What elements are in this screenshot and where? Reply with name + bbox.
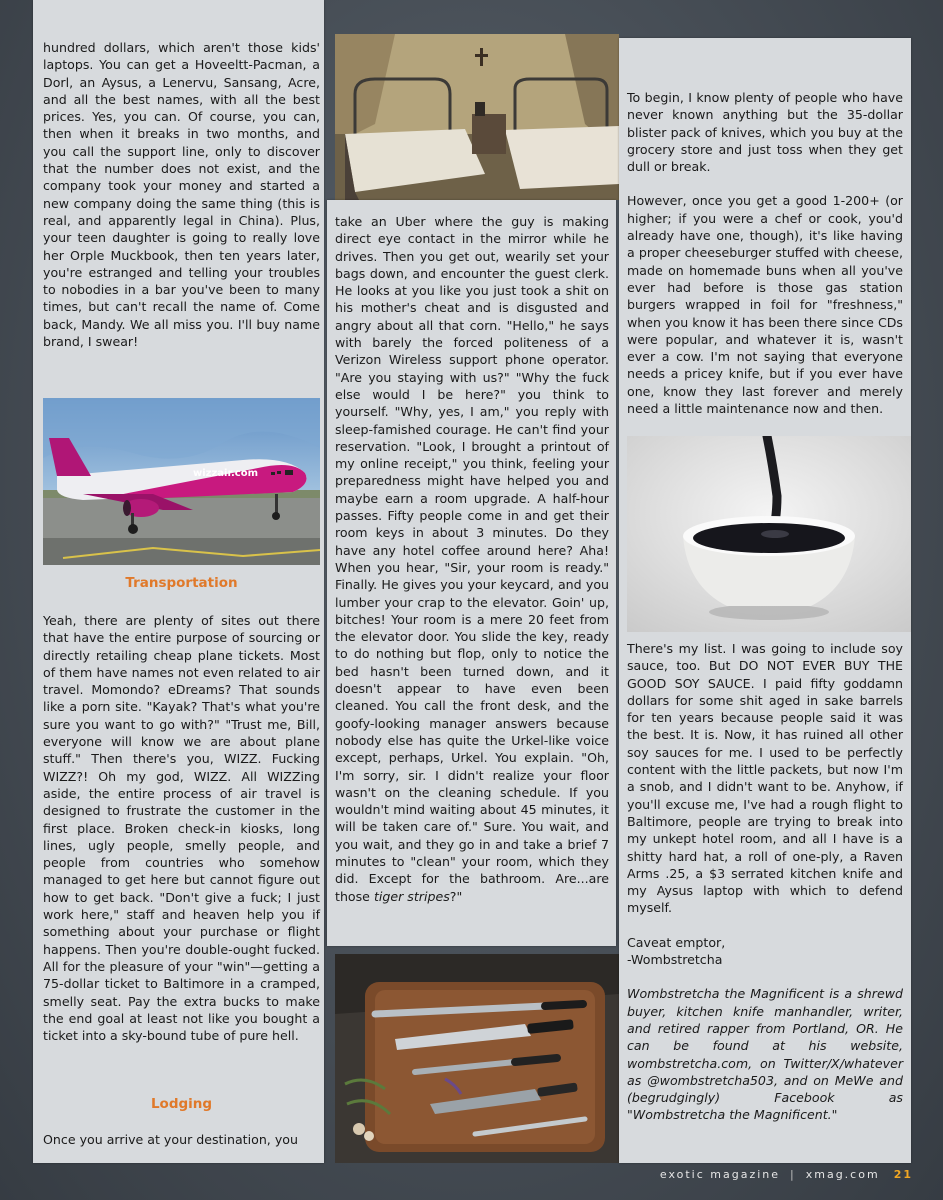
soy-sauce-photo: [627, 436, 911, 632]
page-footer: [660, 1168, 913, 1181]
signature-line: -Wombstretcha: [627, 952, 723, 968]
knives-paragraph-1: To begin, I know plenty of people who have never known anything but the 35-dollar blister pack of knives, which you buy at the grocery store and just toss when they get dull or break.: [627, 90, 903, 175]
author-bio: Wombstretcha the Magnificent is a shrewd buyer, kitchen knife manhandler, writer, and retired rapper from Portland, OR. He can be found at his website, wombstretcha.com, on Twitter/X/whatever as @wombstretcha503, and on MeWe and (begrudgingly) Facebook as "Wombstretcha the Magnificent.": [627, 986, 903, 1123]
lodging-story-close: ?": [449, 888, 463, 904]
closing-text: [627, 640, 903, 1124]
lodging-paragraph: Once you arrive at your destination, you: [43, 1132, 298, 1147]
lodging-heading: Lodging: [150, 1096, 213, 1112]
intro-text: [43, 39, 320, 350]
caveat-line: Caveat emptor,: [627, 934, 726, 950]
magazine-name: exotic magazine: [659, 1168, 781, 1181]
closing-paragraph: There's my list. I was going to include soy sauce, too. But DO NOT EVER BUY THE GOOD SOY SAUCE. I paid fifty goddamn dollars for some shit aged in sake barrels for ten years because people said it was the best. It is. Now, it has ruined all other soy sauces for me. I used to be perfectly content with the little packets, but now I'm a snob, and I didn't want to be. Anyhow, if you'll excuse me, I've had a rough flight to Baltimore, people are trying to break into my unkept hotel room, and all I have is a shitty hard hat, a roll of one-ply, a Raven Arms .25, a $3 serrated kitchen knife and my Aysus laptop with which to defend myself.: [627, 641, 903, 916]
lodging-story-body: take an Uber where the guy is making direct eye contact in the mirror while he drives. Then you get out, wearily set your bags down, and encounter the guest clerk. He looks at you like you just took a shit on his mother's cheat and is disgusted and angry about all that corn. "Hello," he says with barely the forced politeness of a Verizon Wireless support phone operator. "Are you staying with us?" "Why the fuck else would I be here?" you think to yourself. "Why, yes, I am," you reply with sleep-famished courage. He can't find your reservation. "Look, I brought a printout of my online receipt," you think, feeling your preparedness might have helped you and maybe earn a room upgrade. A half-hour passes. Fifty people come in and get their room keys in about 3 minutes. Do they have any hotel coffee around here? Aha! When you hear, "Sir, your room is ready." Finally. He gives you your keycard, and you lumber your crap to the elevator. Goin' up, bitches! Your room is a mere 20 feet from the elevator door. You slide the key, ready to do nothing but flop, only to notice the bed hasn't been turned down, and it doesn't appear to have even been cleaned. You call the front desk, and the goofy-looking manager answers because nobody else has quite the Urkel-like voice except, perhaps, Urkel. You explain. "Oh, I'm sorry, sir. I didn't realize your floor wasn't on the cleaning schedule. If you wouldn't mind waiting about 45 minutes, it will be taken care of." Sure. You wait, and you wait, and they go in and take a brief 7 minutes to "clean" your room, which they did. Except for the bathroom. Are...are those: [335, 214, 609, 904]
laptops-paragraph: hundred dollars, which aren't those kids' laptops. You can get a Hoveeltt-Pacman, a Dorl, an Aysus, a Lenervu, Sansang, Acre, and all the best names, with all the best prices. Yes, you can. Of course, you can, then when it breaks in two months, and you call the support line, only to discover that the number does not exist, and the company took your money and started a new company doing the same thing (this is real, and apparently legal in China). Plus, your teen daughter is going to really love her Orple Muckbook, then ten years later, you're estranged and telling your troubles to nobodies in a bar you've been to many times, but can't recall the name of. Come back, Mandy. We all miss you. I'll buy name brand, I swear!: [43, 40, 320, 350]
plane-livery-text: wizzair.com: [193, 468, 259, 479]
transportation-text: [43, 612, 320, 1044]
lodging-continued-text: [335, 213, 609, 905]
transportation-paragraph: Yeah, there are plenty of sites out there that have the entire purpose of sourcing or directly retailing cheap plane tickets. Most of them have names not even related to air travel. Momondo? eDreams? That sounds like a porn site. "Kayak? That's what you're sure you want to go with?" "Trust me, Bill, everyone will know we are about plane stuff." Then there's you, WIZZ. Fucking WIZZ?! Oh my god, WIZZ. All WIZZing aside, the entire process of air travel is designed to frustrate the customer in the first place. Broken check-in kiosks, long lines, ugly people, smelly people, and people from countries who somehow managed to get here but cannot figure out how to get back. "Don't give a fuck; I just work here," staff and heaven help you if something about your purchase or flight happens. Then you're double-ought fucked. All for the pleasure of your "win"—getting a 75-dollar ticket to Baltimore in a cramped, smelly seat. Pay the extra bucks to make the end goal at least not like you bought a ticket into a sky-bound tube of pure hell.: [43, 613, 320, 1044]
knives-text: [627, 89, 903, 417]
tiger-stripes-italic: tiger stripes: [373, 888, 450, 904]
airplane-photo: [43, 398, 320, 565]
transportation-heading: Transportation: [125, 575, 238, 591]
page-number: 21: [893, 1168, 913, 1181]
magazine-site: xmag.com: [805, 1168, 880, 1181]
knives-paragraph-2: However, once you get a good 1-200+ (or higher; if you were a chef or cook, you'd already have one, though), it's like having a proper cheeseburger stuffed with cheese, made on homemade buns when all you've ever had before is those gas station burgers wrapped in foil for "freshness," when you know it has been there since CDs were popular, and whatever it is, wasn't ever a cow. I'm not saying that everyone needs a pricey knife, but if you ever have one, know they last forever and merely need a little maintenance now and then.: [627, 193, 903, 417]
hotel-room-photo: [335, 34, 619, 200]
lodging-text: [43, 1131, 320, 1148]
lodging-story-paragraph: [335, 213, 609, 905]
footer-separator: |: [790, 1168, 796, 1181]
kitchen-knives-photo: [335, 954, 619, 1163]
